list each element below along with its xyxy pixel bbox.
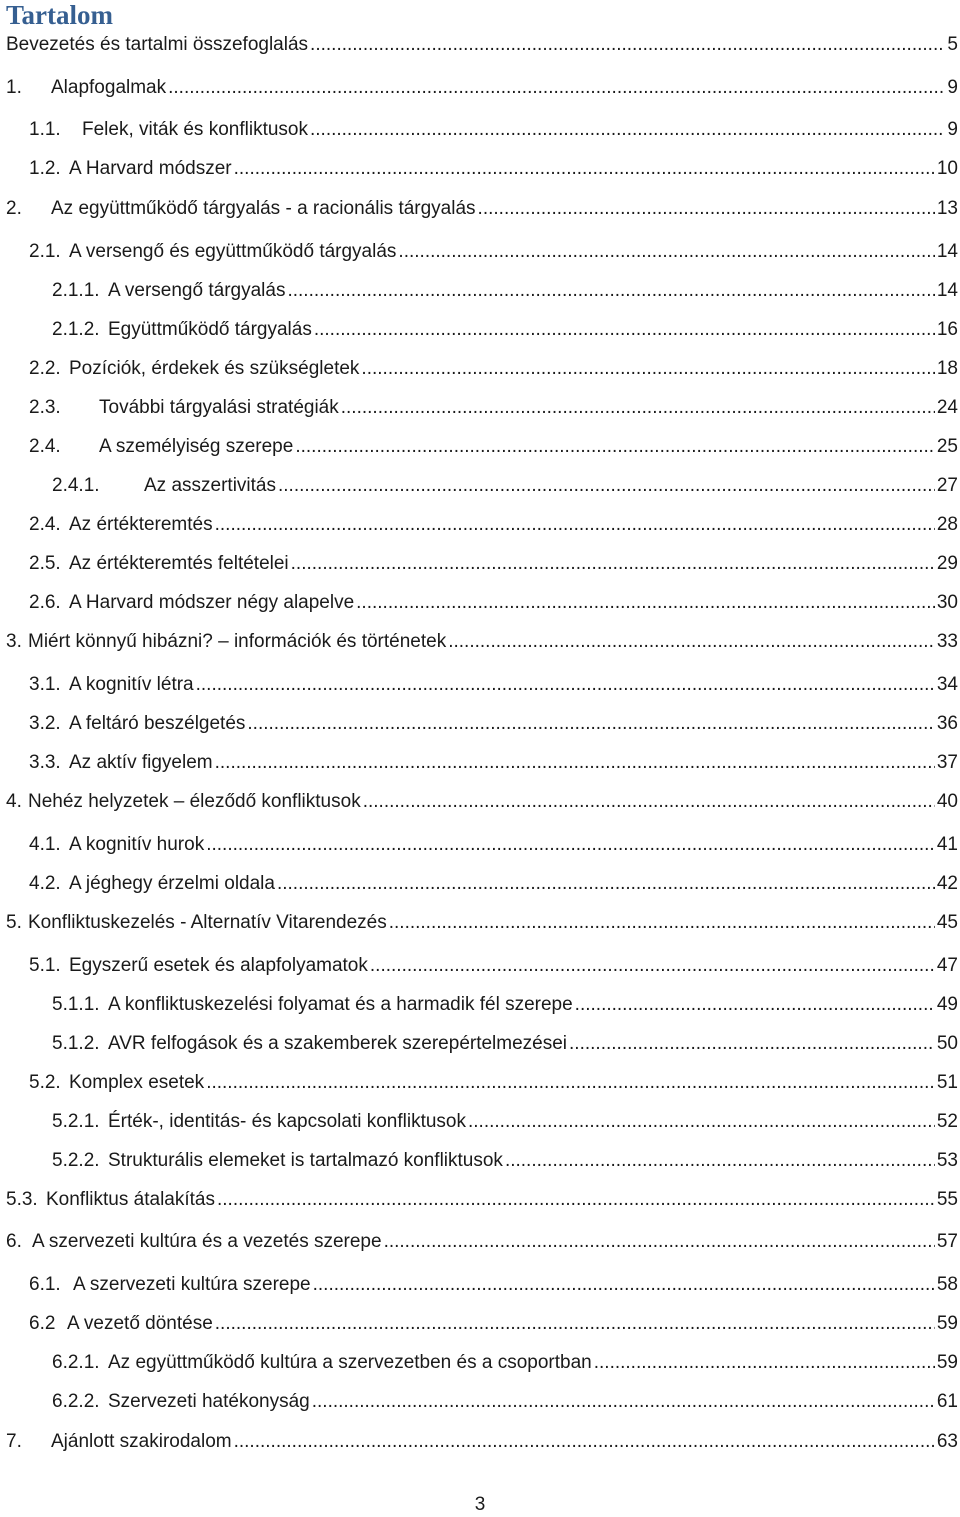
toc-entry-title: További tárgyalási stratégiák (99, 397, 339, 418)
toc-entry-title: Az értékteremtés feltételei (69, 553, 289, 574)
toc-entry[interactable] (29, 591, 958, 615)
toc-entry-number: 4.2. (29, 873, 61, 894)
toc-entry-title: A kognitív hurok (69, 834, 205, 855)
toc-entry-title: A kognitív létra (69, 674, 194, 695)
toc-entry-number: 4. (6, 791, 22, 812)
toc-dot-leader (468, 1110, 935, 1134)
toc-dot-leader (206, 1071, 935, 1095)
toc-entry-title: Együttműködő tárgyalás (108, 319, 312, 340)
toc-dot-leader (310, 33, 945, 57)
toc-entry[interactable] (29, 751, 958, 775)
toc-entry[interactable] (29, 712, 958, 736)
toc-entry-title: Konfliktuskezelés - Alternatív Vitarendezés (28, 912, 387, 933)
toc-dot-leader (384, 1230, 935, 1254)
toc-entry[interactable] (29, 357, 958, 381)
toc-dot-leader (217, 1188, 935, 1212)
toc-entry-title: Az együttműködő tárgyalás - a racionális tárgyalás (51, 198, 476, 219)
toc-entry-page: 5 (947, 34, 958, 55)
toc-entry[interactable] (6, 1230, 958, 1254)
toc-entry-page: 25 (936, 436, 958, 457)
toc-entry-page: 51 (936, 1072, 958, 1093)
toc-entry-title: A jéghegy érzelmi oldala (69, 873, 275, 894)
toc-entry-page: 42 (936, 873, 958, 894)
toc-entry-number: 6.2.1. (52, 1352, 100, 1373)
toc-entry[interactable] (29, 435, 958, 459)
toc-entry-number: 6.2.2. (52, 1391, 100, 1412)
toc-dot-leader (361, 357, 934, 381)
toc-entry[interactable] (6, 1188, 958, 1212)
toc-entry[interactable] (6, 630, 958, 654)
toc-entry-page: 14 (936, 241, 958, 262)
toc-entry-number: 2.1.1. (52, 280, 100, 301)
toc-dot-leader (569, 1032, 935, 1056)
toc-entry-number: 6. (6, 1231, 22, 1252)
toc-entry-title: Ajánlott szakirodalom (51, 1431, 232, 1452)
toc-dot-leader (215, 1312, 935, 1336)
toc-entry[interactable] (52, 993, 958, 1017)
toc-entry-number: 2.2. (29, 358, 61, 379)
toc-entry-page: 36 (936, 713, 958, 734)
toc-entry-page: 59 (936, 1352, 958, 1373)
toc-entry-title: Az értékteremtés (69, 514, 213, 535)
toc-entry[interactable] (52, 318, 958, 342)
toc-entry[interactable] (52, 279, 958, 303)
toc-entry[interactable] (6, 790, 958, 814)
toc-entry-page: 59 (936, 1313, 958, 1334)
toc-dot-leader (291, 552, 935, 576)
toc-entry-title: Érték-, identitás- és kapcsolati konfliktusok (108, 1111, 466, 1132)
toc-entry-number: 1. (6, 77, 22, 98)
toc-entry-number: 2.5. (29, 553, 61, 574)
toc-entry[interactable] (52, 1032, 958, 1056)
toc-entry-title: Konfliktus átalakítás (46, 1189, 215, 1210)
toc-entry-page: 34 (936, 674, 958, 695)
toc-dot-leader (215, 513, 935, 537)
toc-entry-page: 9 (947, 119, 958, 140)
toc-entry-title: Komplex esetek (69, 1072, 205, 1093)
toc-entry-title: A Harvard módszer négy alapelve (69, 592, 355, 613)
toc-dot-leader (575, 993, 935, 1017)
toc-dot-leader (277, 872, 935, 896)
toc-dot-leader (356, 591, 935, 615)
toc-dot-leader (215, 751, 935, 775)
toc-entry-title: Pozíciók, érdekek és szükségletek (69, 358, 360, 379)
toc-entry-number: 2.4. (29, 514, 61, 535)
toc-entry-page: 63 (936, 1431, 958, 1452)
toc-entry[interactable] (29, 118, 958, 142)
toc-dot-leader (234, 1430, 935, 1454)
toc-entry[interactable] (29, 157, 958, 181)
toc-entry-number: 5. (6, 912, 22, 933)
toc-entry-page: 57 (936, 1231, 958, 1252)
toc-entry-title: Strukturális elemeket is tartalmazó konfliktusok (108, 1150, 503, 1171)
toc-dot-leader (196, 673, 935, 697)
toc-entry-number: 5.2.1. (52, 1111, 100, 1132)
toc-dot-leader (448, 630, 935, 654)
toc-entry-page: 9 (947, 77, 958, 98)
toc-dot-leader (295, 435, 935, 459)
toc-entry[interactable] (52, 1390, 958, 1414)
toc-entry[interactable] (29, 513, 958, 537)
toc-entry-page: 27 (936, 475, 958, 496)
toc-entry[interactable] (29, 954, 958, 978)
toc-entry-number: 2. (6, 198, 22, 219)
toc-entry-title: A Harvard módszer (69, 158, 232, 179)
toc-entry-number: 3.2. (29, 713, 61, 734)
toc-entry-title: A szervezeti kultúra és a vezetés szerepe (32, 1231, 382, 1252)
toc-entry[interactable] (29, 1312, 958, 1336)
page-number: 3 (474, 1494, 486, 1515)
toc-entry[interactable] (6, 76, 958, 100)
toc-entry-page: 40 (936, 791, 958, 812)
toc-entry-title: A szervezeti kultúra szerepe (73, 1274, 311, 1295)
toc-entry-page: 30 (936, 592, 958, 613)
toc-entry[interactable] (52, 1149, 958, 1173)
toc-entry[interactable] (6, 1430, 958, 1454)
toc-entry[interactable] (29, 396, 958, 420)
toc-entry[interactable] (29, 1071, 958, 1095)
toc-dot-leader (310, 118, 945, 142)
toc-entry[interactable] (52, 1351, 958, 1375)
toc-entry-title: Alapfogalmak (51, 77, 167, 98)
toc-dot-leader (278, 474, 935, 498)
toc-entry-title: AVR felfogások és a szakemberek szerepértelmezései (108, 1033, 568, 1054)
toc-entry-number: 6.2 (29, 1313, 56, 1334)
toc-entry-title: Nehéz helyzetek – éleződő konfliktusok (28, 791, 361, 812)
toc-entry-title: Egyszerű esetek és alapfolyamatok (69, 955, 368, 976)
toc-entry-page: 45 (936, 912, 958, 933)
toc-entry-page: 55 (936, 1189, 958, 1210)
toc-entry-page: 16 (936, 319, 958, 340)
toc-entry-title: Szervezeti hatékonyság (108, 1391, 310, 1412)
toc-entry-page: 58 (936, 1274, 958, 1295)
page-title: Tartalom (6, 0, 113, 30)
toc-entry[interactable] (29, 833, 958, 857)
toc-dot-leader (389, 911, 935, 935)
toc-dot-leader (398, 240, 934, 264)
toc-entry[interactable] (29, 872, 958, 896)
toc-entry-page: 10 (936, 158, 958, 179)
toc-entry-page: 13 (936, 198, 958, 219)
toc-entry-number: 5.2.2. (52, 1150, 100, 1171)
toc-entry-page: 61 (936, 1391, 958, 1412)
toc-entry-number: 3. (6, 631, 22, 652)
toc-entry-title: A versengő tárgyalás (108, 280, 286, 301)
toc-entry-title: A feltáró beszélgetés (69, 713, 246, 734)
toc-entry-page: 37 (936, 752, 958, 773)
toc-entry-number: 2.1.2. (52, 319, 100, 340)
toc-entry-title: Az együttműködő kultúra a szervezetben és a csoportban (108, 1352, 592, 1373)
toc-dot-leader (312, 1390, 935, 1414)
toc-entry-title: Felek, viták és konfliktusok (82, 119, 308, 140)
toc-entry-number: 2.3. (29, 397, 61, 418)
toc-dot-leader (370, 954, 935, 978)
toc-entry[interactable] (52, 474, 958, 498)
toc-dot-leader (478, 197, 935, 221)
toc-entry-title: A vezető döntése (67, 1313, 213, 1334)
toc-dot-leader (341, 396, 935, 420)
toc-entry-number: 2.1. (29, 241, 61, 262)
toc-entry-number: 4.1. (29, 834, 61, 855)
toc-entry-page: 53 (936, 1150, 958, 1171)
toc-entry-page: 50 (936, 1033, 958, 1054)
toc-dot-leader (168, 76, 945, 100)
toc-entry-number: 3.3. (29, 752, 61, 773)
toc-entry-page: 52 (936, 1111, 958, 1132)
toc-entry[interactable] (29, 240, 958, 264)
toc-entry-title: Bevezetés és tartalmi összefoglalás (6, 34, 309, 55)
toc-dot-leader (313, 1273, 935, 1297)
toc-entry-number: 5.2. (29, 1072, 61, 1093)
toc-entry-page: 41 (936, 834, 958, 855)
toc-dot-leader (505, 1149, 935, 1173)
toc-entry-page: 47 (936, 955, 958, 976)
toc-entry-page: 29 (936, 553, 958, 574)
toc-entry-number: 5.1.1. (52, 994, 100, 1015)
toc-entry-number: 5.1. (29, 955, 61, 976)
toc-entry[interactable] (6, 33, 958, 57)
toc-entry-number: 1.1. (29, 119, 61, 140)
toc-entry-number: 3.1. (29, 674, 61, 695)
toc-entry-title: A versengő és együttműködő tárgyalás (69, 241, 397, 262)
toc-entry-page: 49 (936, 994, 958, 1015)
toc-entry-number: 5.3. (6, 1189, 38, 1210)
toc-entry-number: 2.4.1. (52, 475, 100, 496)
toc-entry-page: 14 (936, 280, 958, 301)
toc-entry[interactable] (52, 1110, 958, 1134)
toc-entry-number: 2.6. (29, 592, 61, 613)
toc-entry-number: 6.1. (29, 1274, 61, 1295)
toc-entry-title: Az asszertivitás (144, 475, 276, 496)
toc-dot-leader (594, 1351, 935, 1375)
toc-entry[interactable] (29, 1273, 958, 1297)
toc-entry-page: 24 (936, 397, 958, 418)
toc-dot-leader (247, 712, 934, 736)
toc-entry[interactable] (29, 552, 958, 576)
toc-entry[interactable] (6, 911, 958, 935)
toc-dot-leader (314, 318, 935, 342)
toc-entry[interactable] (29, 673, 958, 697)
toc-entry-number: 2.4. (29, 436, 61, 457)
toc-entry-page: 28 (936, 514, 958, 535)
toc-entry-page: 33 (936, 631, 958, 652)
toc-entry-number: 5.1.2. (52, 1033, 100, 1054)
toc-dot-leader (287, 279, 934, 303)
toc-entry[interactable] (6, 197, 958, 221)
toc-dot-leader (363, 790, 935, 814)
toc-entry-number: 7. (6, 1431, 22, 1452)
toc-entry-page: 18 (936, 358, 958, 379)
toc-entry-title: Az aktív figyelem (69, 752, 213, 773)
toc-entry-title: A konfliktuskezelési folyamat és a harmadik fél szerepe (108, 994, 573, 1015)
toc-dot-leader (234, 157, 935, 181)
toc-entry-title: Miért könnyű hibázni? – információk és történetek (28, 631, 447, 652)
toc-entry-title: A személyiség szerepe (99, 436, 294, 457)
toc-dot-leader (206, 833, 935, 857)
toc-entry-number: 1.2. (29, 158, 61, 179)
